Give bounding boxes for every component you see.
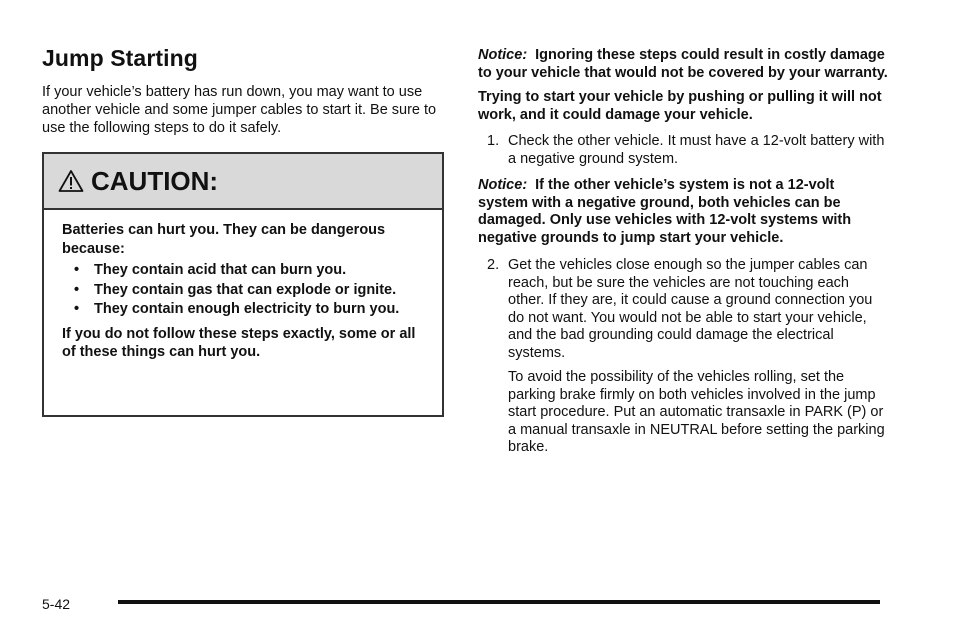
caution-lead: Batteries can hurt you. They can be dangerous because: xyxy=(62,222,386,257)
push-start-warning: Trying to start your vehicle by pushing or pulling it will not work, and it could damage your vehicle. xyxy=(478,89,882,123)
page-title: Jump Starting xyxy=(42,45,198,71)
list-item: • They contain enough electricity to burn you. xyxy=(74,301,400,317)
footer-rule xyxy=(118,600,880,604)
step-number: 1. xyxy=(487,133,500,149)
step-1: 1. Check the other vehicle. It must have a 12-volt battery with a negative ground system. xyxy=(487,133,885,167)
notice-warranty: Notice: Ignoring these steps could result in costly damage to your vehicle that would not be covered by your warranty. xyxy=(478,47,888,81)
caution-header xyxy=(44,154,442,210)
bullet-icon: • xyxy=(74,262,80,278)
page-number: 5-42 xyxy=(42,596,71,612)
step-2: 2. Get the vehicles close enough so the jumper cables can reach, but be sure the vehicles are not touching each other. If they are, it could cause a ground connection you do not want. You would not be able to start your vehicle, and the bad grounding could damage the electrical systems. xyxy=(487,257,873,361)
warning-triangle-icon xyxy=(58,169,84,193)
caution-body xyxy=(44,210,442,362)
notice-label: Notice: xyxy=(478,47,528,63)
list-item: • They contain acid that can burn you. xyxy=(74,262,347,278)
intro-paragraph: If your vehicle’s battery has run down, you may want to use another vehicle and some jumper cables to start it. Be sure to use the following steps to do it safely. xyxy=(42,84,437,136)
bullet-icon: • xyxy=(74,281,80,298)
step-number: 2. xyxy=(487,257,500,273)
notice-label: Notice: xyxy=(478,177,528,193)
left-column xyxy=(42,44,444,360)
caution-title: CAUTION: xyxy=(91,166,219,196)
step-2-followup: To avoid the possibility of the vehicles rolling, set the parking brake firmly on both vehicles involved in the jump start procedure. Put an automatic transaxle in PARK (P) or a manual transaxle in NEUTRAL before setting the parking brake. xyxy=(508,369,885,455)
caution-box xyxy=(42,152,444,417)
list-item: • They contain gas that can explode or ignite. xyxy=(74,281,397,298)
caution-bullet-list xyxy=(62,261,428,319)
caution-closing: If you do not follow these steps exactly, some or all of these things can hurt you. xyxy=(62,325,416,360)
notice-voltage: Notice: If the other vehicle’s system is not a 12-volt system with a negative ground, both vehicles can be damaged. Only use vehicles with 12-volt systems with negative grounds to jump start your vehicle. xyxy=(478,177,852,246)
bullet-icon: • xyxy=(74,301,80,317)
right-column xyxy=(478,47,888,457)
